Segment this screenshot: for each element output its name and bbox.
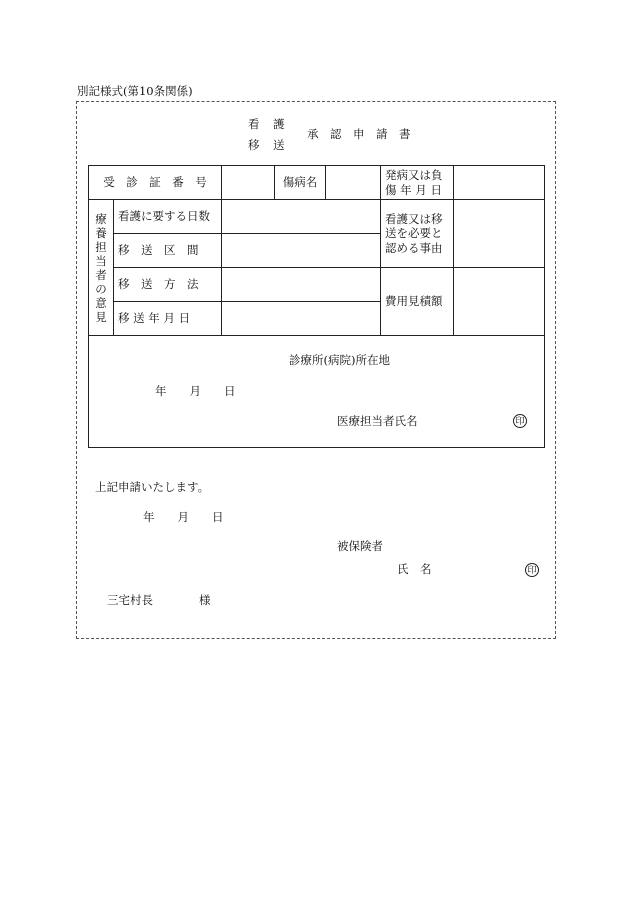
onset-date-label-line2: 傷 年 月 日	[385, 182, 442, 197]
nursing-days-value[interactable]	[222, 200, 381, 234]
disease-value[interactable]	[326, 166, 381, 200]
doctor-opinion-char: 見	[95, 309, 107, 324]
card-number-value[interactable]	[222, 166, 275, 200]
onset-date-label-line1: 発病又は負	[385, 168, 443, 183]
application-date-label: 年 月 日	[143, 510, 224, 524]
transport-section-value[interactable]	[222, 234, 381, 268]
doctor-opinion-char: の	[95, 281, 107, 296]
addressee-village-mayor: 三宅村長 様	[107, 593, 211, 607]
doctor-seal-icon: 印	[513, 414, 527, 428]
transport-method-label: 移 送 方 法	[114, 268, 222, 302]
onset-date-value[interactable]	[454, 166, 545, 200]
clinic-address-label: 診療所(病院)所在地	[289, 353, 390, 367]
doctor-opinion-char: 担	[95, 239, 107, 254]
title-approval-application: 承 認 申 請 書	[307, 127, 411, 141]
doctor-opinion-char: 養	[95, 225, 107, 240]
application-statement: 上記申請いたします。	[95, 480, 210, 494]
reason-label-line1: 看護又は移	[385, 211, 443, 226]
transport-date-label: 移 送 年 月 日	[114, 302, 222, 336]
insured-person-label: 被保険者	[337, 539, 383, 553]
transport-method-value[interactable]	[222, 268, 381, 302]
form-style-note: 別記様式(第10条関係)	[77, 84, 193, 98]
transport-section-label: 移 送 区 間	[114, 234, 222, 268]
doctor-name-label: 医療担当者氏名	[337, 414, 418, 428]
title-nursing: 看 護	[248, 117, 286, 131]
title-transport: 移 送	[248, 138, 286, 152]
cost-estimate-value[interactable]	[454, 268, 545, 336]
doctor-opinion-char: 当	[95, 253, 107, 268]
doctor-date-label: 年 月 日	[155, 384, 236, 398]
doctor-opinion-char: 療	[95, 211, 107, 226]
reason-label-line2: 送を必要と	[385, 226, 443, 241]
card-number-label: 受 診 証 番 号	[89, 166, 222, 200]
doctor-opinion-label	[89, 200, 114, 336]
doctor-opinion-char: 者	[95, 267, 107, 282]
insured-name-label: 氏 名	[397, 562, 432, 576]
reason-label-line3: 認める事由	[385, 240, 443, 255]
transport-date-value[interactable]	[222, 302, 381, 336]
application-table	[88, 165, 545, 336]
nursing-days-label: 看護に要する日数	[114, 200, 222, 234]
onset-date-label	[381, 166, 454, 200]
reason-label	[381, 200, 454, 268]
doctor-opinion-char: 意	[95, 295, 107, 310]
disease-label: 傷病名	[275, 166, 326, 200]
insured-seal-icon: 印	[525, 563, 539, 577]
reason-value[interactable]	[454, 200, 545, 268]
cost-estimate-label: 費用見積額	[381, 268, 454, 336]
